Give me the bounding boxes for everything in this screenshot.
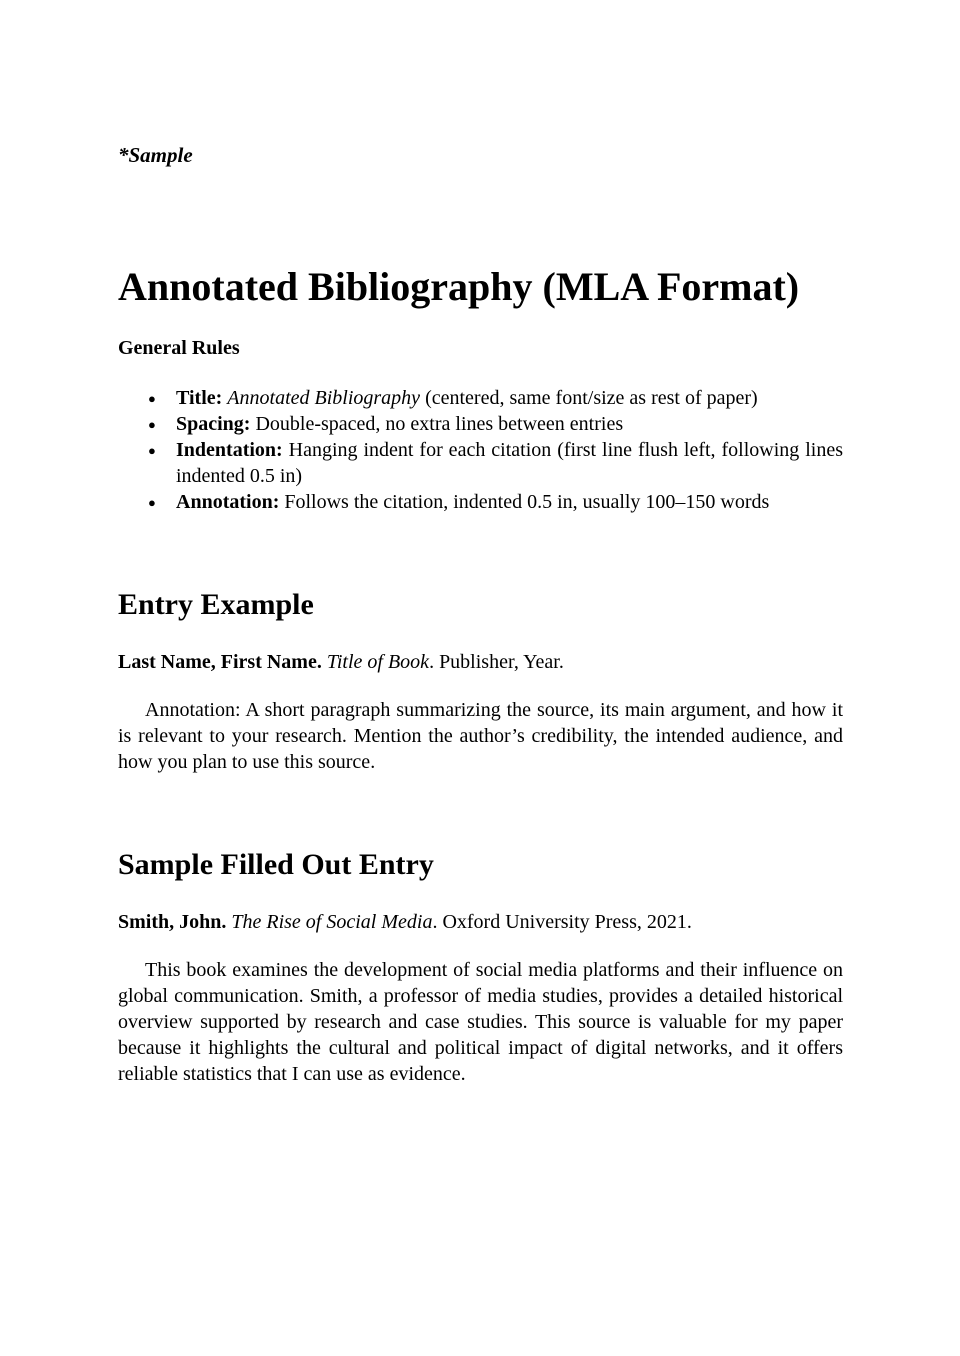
- general-rules-heading: General Rules: [118, 337, 240, 359]
- sample-entry-heading: Sample Filled Out Entry: [118, 848, 434, 881]
- sample-label: *Sample: [118, 143, 193, 167]
- rule-item-title: [176, 385, 843, 411]
- rule-italic-text: Annotated Bibliography: [227, 387, 421, 409]
- entry-example-annotation: Annotation: A short paragraph summarizing the source, its main argument, and how it is relevant to your research. Mention the author’s credibility, the intended audience, and how you plan to use this source.: [118, 699, 843, 773]
- citation-book-title: Title of Book: [326, 651, 430, 673]
- citation-publisher: . Oxford University Press, 2021.: [432, 911, 692, 933]
- entry-example-citation: [118, 649, 843, 675]
- rule-label: Title:: [176, 387, 223, 409]
- entry-example-heading: Entry Example: [118, 588, 314, 621]
- document-title: Annotated Bibliography (MLA Format): [118, 264, 800, 309]
- rule-label: Annotation:: [176, 491, 280, 513]
- sample-entry-annotation: This book examines the development of social media platforms and their influence on global communication. Smith, a professor of media studies, provides a detailed historical overview supported by research and case studies. This source is valuable for my paper because it highlights the cultural and political impact of digital networks, and it offers reliable statistics that I can use as evidence.: [118, 959, 843, 1085]
- rule-item-spacing: [176, 411, 843, 437]
- rule-text: (centered, same font/size as rest of paper): [425, 387, 758, 409]
- rule-item-indentation: [176, 437, 843, 489]
- citation-author: Last Name, First Name.: [118, 651, 322, 673]
- general-rules-list: [118, 385, 843, 515]
- rule-text: Follows the citation, indented 0.5 in, usually 100–150 words: [284, 491, 770, 513]
- rule-text: Double-spaced, no extra lines between entries: [255, 413, 624, 435]
- rule-label: Indentation:: [176, 439, 283, 461]
- citation-author: Smith, John.: [118, 911, 227, 933]
- citation-publisher: . Publisher, Year.: [429, 651, 564, 673]
- rule-text: Hanging indent for each citation (first line flush left, following lines indented 0.5 in): [176, 439, 843, 487]
- rule-item-annotation: [176, 489, 843, 515]
- citation-book-title: The Rise of Social Media: [231, 911, 433, 933]
- rule-label: Spacing:: [176, 413, 251, 435]
- sample-entry-citation: [118, 909, 843, 935]
